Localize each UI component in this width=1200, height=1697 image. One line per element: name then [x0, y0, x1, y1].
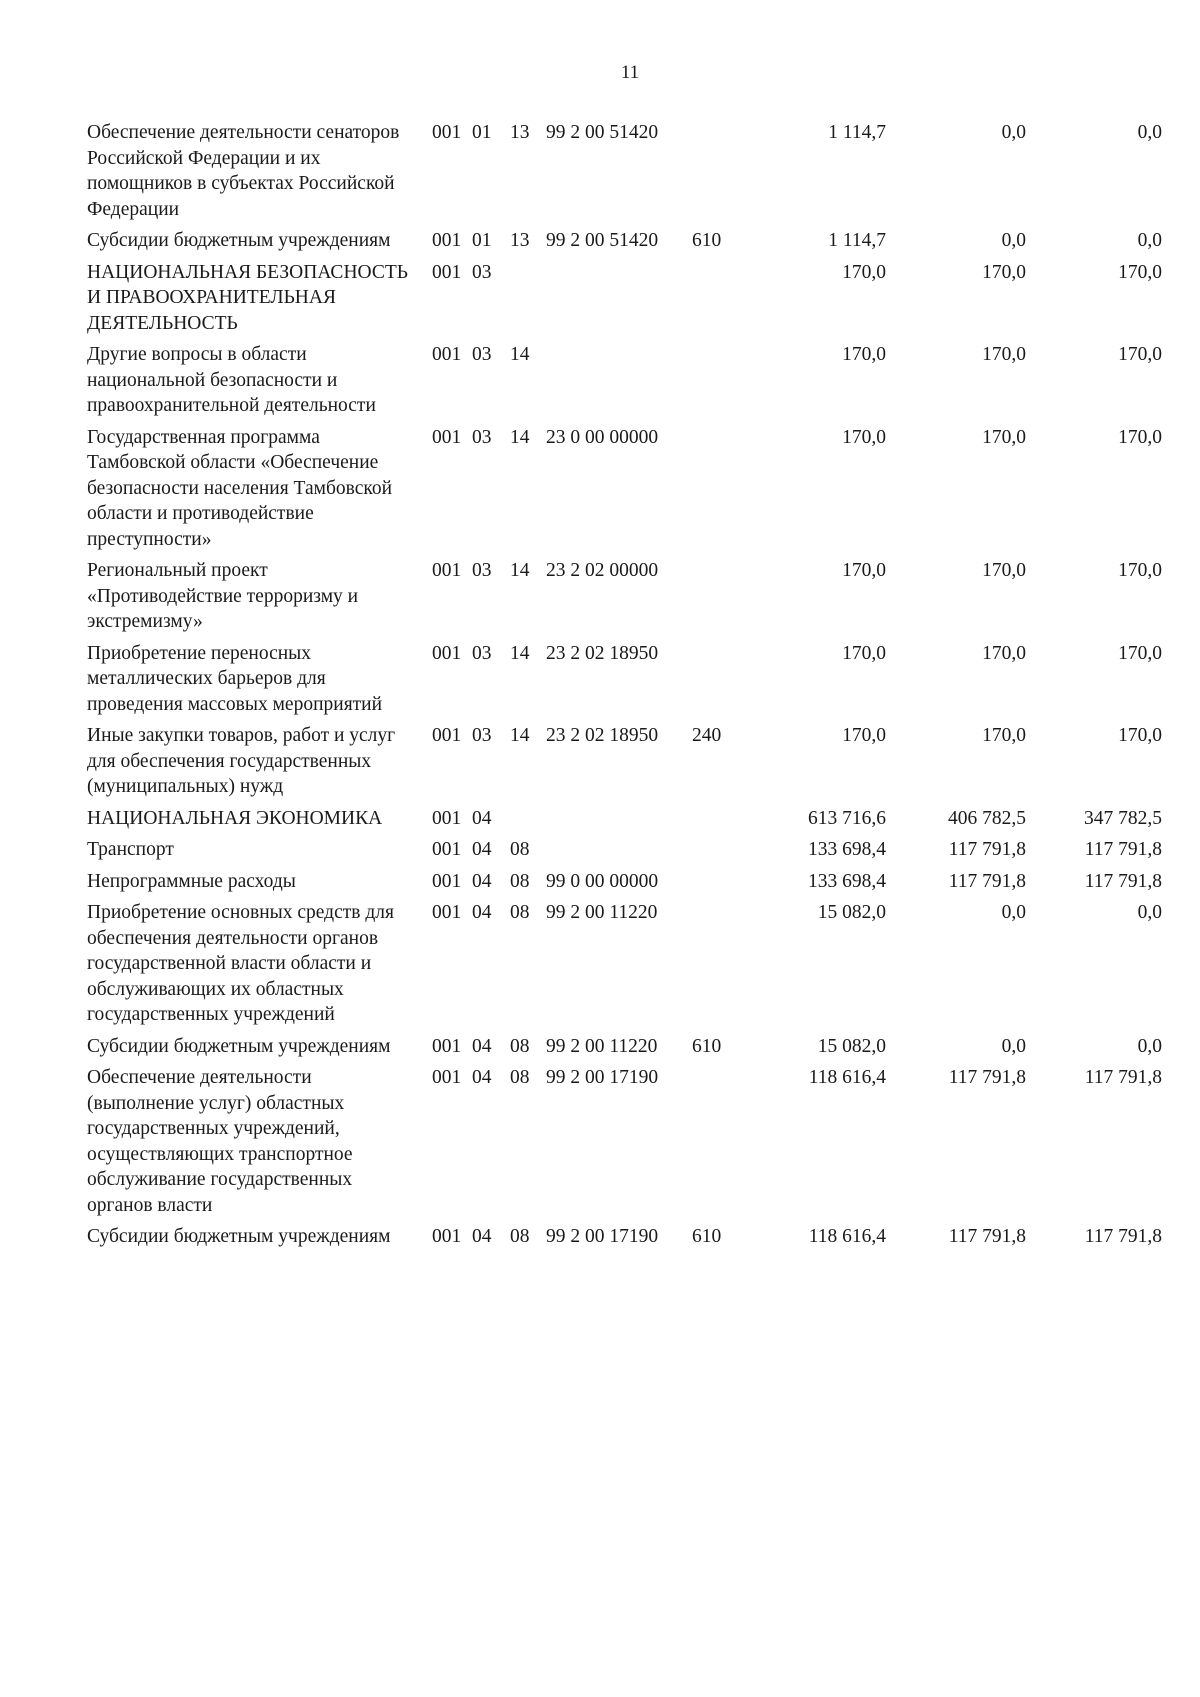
table-row	[87, 425, 1162, 559]
table-row	[87, 900, 1162, 1034]
row-value-1: 133 698,4	[808, 839, 886, 860]
row-grbs: 001	[432, 261, 462, 283]
row-section: 04	[472, 902, 492, 923]
row-value-3: 0,0	[1137, 230, 1162, 251]
row-subsection: 14	[510, 725, 530, 746]
row-grbs: 001	[432, 642, 462, 664]
row-grbs: 001	[432, 725, 462, 746]
row-section: 04	[472, 1067, 492, 1088]
row-value-3: 0,0	[1137, 1035, 1162, 1057]
row-name: НАЦИОНАЛЬНАЯ БЕЗОПАСНОСТЬ И ПРАВООХРАНИТЕЛЬНАЯ ДЕЯТЕЛЬНОСТЬ	[87, 261, 408, 334]
row-value-1: 15 082,0	[817, 902, 886, 923]
row-subsection: 08	[510, 902, 530, 923]
row-section: 03	[472, 344, 492, 365]
row-value-2: 170,0	[982, 426, 1026, 448]
row-expense-type	[692, 120, 752, 228]
row-value-3: 170,0	[1118, 344, 1162, 365]
row-subsection: 14	[510, 560, 530, 581]
row-section: 03	[472, 560, 492, 581]
row-value-2: 0,0	[1001, 230, 1026, 251]
table-row	[87, 260, 1162, 343]
row-expense-type	[692, 558, 752, 641]
table-row	[87, 342, 1162, 425]
row-subsection: 13	[510, 122, 530, 143]
row-section: 04	[472, 807, 492, 829]
row-value-1: 118 616,4	[808, 1067, 886, 1088]
row-section: 04	[472, 839, 492, 860]
row-value-2: 117 791,8	[948, 839, 1026, 860]
row-target-article: 23 2 02 18950	[546, 725, 659, 746]
row-target-article	[546, 806, 692, 838]
row-value-3: 117 791,8	[1084, 1067, 1162, 1088]
row-target-article: 99 2 00 51420	[546, 230, 659, 251]
row-section: 01	[472, 230, 492, 251]
row-subsection: 13	[510, 230, 530, 251]
row-subsection: 08	[510, 1067, 530, 1088]
row-value-1: 170,0	[842, 725, 886, 746]
row-value-3: 170,0	[1118, 642, 1162, 664]
table-row	[87, 558, 1162, 641]
row-name: Приобретение переносных металлических барьеров для проведения массовых мероприятий	[87, 642, 383, 715]
row-expense-type	[692, 342, 752, 425]
row-target-article: 99 2 00 17190	[546, 1067, 659, 1088]
row-subsection: 08	[510, 1226, 530, 1247]
row-name: Непрограммные расходы	[87, 870, 296, 892]
row-value-3: 347 782,5	[1084, 807, 1162, 829]
row-value-1: 133 698,4	[808, 870, 886, 892]
row-section: 04	[472, 870, 492, 892]
row-target-article: 23 0 00 00000	[546, 426, 659, 448]
row-value-2: 117 791,8	[948, 1226, 1026, 1247]
row-section: 04	[472, 1035, 492, 1057]
row-value-3: 170,0	[1118, 426, 1162, 448]
row-value-2: 170,0	[982, 344, 1026, 365]
row-grbs: 001	[432, 839, 462, 860]
row-value-3: 170,0	[1118, 560, 1162, 581]
row-section: 01	[472, 122, 492, 143]
row-value-3: 170,0	[1118, 725, 1162, 746]
row-expense-type: 610	[692, 1226, 722, 1247]
row-subsection	[510, 260, 546, 343]
row-value-1: 613 716,6	[808, 807, 886, 829]
row-name: Субсидии бюджетным учреждениям	[87, 1226, 391, 1247]
table-row	[87, 806, 1162, 838]
row-target-article: 99 2 00 11220	[546, 902, 658, 923]
row-expense-type	[692, 1065, 752, 1224]
row-section: 03	[472, 426, 492, 448]
row-grbs: 001	[432, 426, 462, 448]
row-subsection: 14	[510, 344, 530, 365]
row-expense-type: 610	[692, 1035, 722, 1057]
row-value-2: 170,0	[982, 725, 1026, 746]
row-expense-type	[692, 869, 752, 901]
row-target-article	[546, 342, 692, 425]
row-value-2: 0,0	[1001, 1035, 1026, 1057]
row-name: Приобретение основных средств для обеспечения деятельности органов государственной власти области и обслуживающих их областных государственных учреждений	[87, 902, 394, 1025]
row-value-2: 117 791,8	[948, 870, 1026, 892]
row-expense-type	[692, 425, 752, 559]
table-row	[87, 120, 1162, 228]
table-row	[87, 837, 1162, 869]
row-target-article	[546, 837, 692, 869]
row-grbs: 001	[432, 870, 462, 892]
row-grbs: 001	[432, 344, 462, 365]
row-value-3: 117 791,8	[1084, 870, 1162, 892]
table-row	[87, 1224, 1162, 1256]
table-row	[87, 1034, 1162, 1066]
row-name: Транспорт	[87, 839, 174, 860]
row-value-1: 170,0	[842, 642, 886, 664]
row-grbs: 001	[432, 1226, 462, 1247]
row-name: Иные закупки товаров, работ и услуг для обеспечения государственных (муниципальных) нужд	[87, 725, 396, 797]
row-value-2: 117 791,8	[948, 1067, 1026, 1088]
row-value-2: 406 782,5	[948, 807, 1026, 829]
row-value-3: 170,0	[1118, 261, 1162, 283]
row-value-2: 170,0	[982, 642, 1026, 664]
row-target-article: 23 2 02 18950	[546, 642, 659, 664]
row-value-1: 170,0	[842, 261, 886, 283]
row-section: 03	[472, 261, 492, 283]
row-expense-type: 610	[692, 230, 722, 251]
row-subsection	[510, 806, 546, 838]
row-target-article: 23 2 02 00000	[546, 560, 659, 581]
table-row	[87, 723, 1162, 806]
row-grbs: 001	[432, 807, 462, 829]
row-subsection: 14	[510, 642, 530, 664]
row-value-3: 117 791,8	[1084, 839, 1162, 860]
row-subsection: 08	[510, 1035, 530, 1057]
row-subsection: 08	[510, 870, 530, 892]
row-target-article: 99 2 00 11220	[546, 1035, 658, 1057]
row-value-3: 117 791,8	[1084, 1226, 1162, 1247]
row-grbs: 001	[432, 1067, 462, 1088]
table-row	[87, 869, 1162, 901]
row-grbs: 001	[432, 1035, 462, 1057]
row-section: 03	[472, 725, 492, 746]
row-value-2: 170,0	[982, 261, 1026, 283]
row-name: Государственная программа Тамбовской области «Обеспечение безопасности населения Тамбовской области и противодействие преступности»	[87, 426, 393, 550]
row-value-2: 0,0	[1001, 902, 1026, 923]
row-grbs: 001	[432, 560, 462, 581]
row-expense-type	[692, 641, 752, 724]
table-row	[87, 228, 1162, 260]
row-expense-type	[692, 900, 752, 1034]
table-body	[87, 120, 1162, 1256]
table-row	[87, 641, 1162, 724]
row-target-article	[546, 260, 692, 343]
row-name: Обеспечение деятельности (выполнение услуг) областных государственных учреждений, осуществляющих транспортное обслуживание государственных органов власти	[87, 1067, 353, 1216]
row-subsection: 14	[510, 426, 530, 448]
row-value-1: 118 616,4	[808, 1226, 886, 1247]
budget-table	[87, 120, 1162, 1256]
row-value-1: 170,0	[842, 344, 886, 365]
row-value-1: 1 114,7	[828, 230, 886, 251]
row-grbs: 001	[432, 902, 462, 923]
row-name: Субсидии бюджетным учреждениям	[87, 230, 391, 251]
row-grbs: 001	[432, 122, 462, 143]
row-value-1: 170,0	[842, 560, 886, 581]
row-value-1: 170,0	[842, 426, 886, 448]
row-value-2: 170,0	[982, 560, 1026, 581]
row-target-article: 99 2 00 51420	[546, 122, 659, 143]
row-value-1: 1 114,7	[828, 122, 886, 143]
row-section: 03	[472, 642, 492, 664]
row-value-3: 0,0	[1137, 902, 1162, 923]
row-value-2: 0,0	[1001, 122, 1026, 143]
row-section: 04	[472, 1226, 492, 1247]
row-expense-type: 240	[692, 725, 722, 746]
row-grbs: 001	[432, 230, 462, 251]
row-target-article: 99 2 00 17190	[546, 1226, 659, 1247]
row-value-3: 0,0	[1137, 122, 1162, 143]
row-name: Другие вопросы в области национальной безопасности и правоохранительной деятельности	[87, 344, 376, 416]
row-expense-type	[692, 260, 752, 343]
row-value-1: 15 082,0	[817, 1035, 886, 1057]
row-expense-type	[692, 837, 752, 869]
table-row	[87, 1065, 1162, 1224]
row-target-article: 99 0 00 00000	[546, 870, 659, 892]
row-name: НАЦИОНАЛЬНАЯ ЭКОНОМИКА	[87, 807, 383, 829]
row-subsection: 08	[510, 839, 530, 860]
row-name: Обеспечение деятельности сенаторов Российской Федерации и их помощников в субъектах Российской Федерации	[87, 122, 400, 220]
row-name: Региональный проект «Противодействие терроризму и экстремизму»	[87, 560, 359, 632]
page-number: 11	[620, 62, 640, 83]
row-expense-type	[692, 806, 752, 838]
row-name: Субсидии бюджетным учреждениям	[87, 1035, 391, 1057]
